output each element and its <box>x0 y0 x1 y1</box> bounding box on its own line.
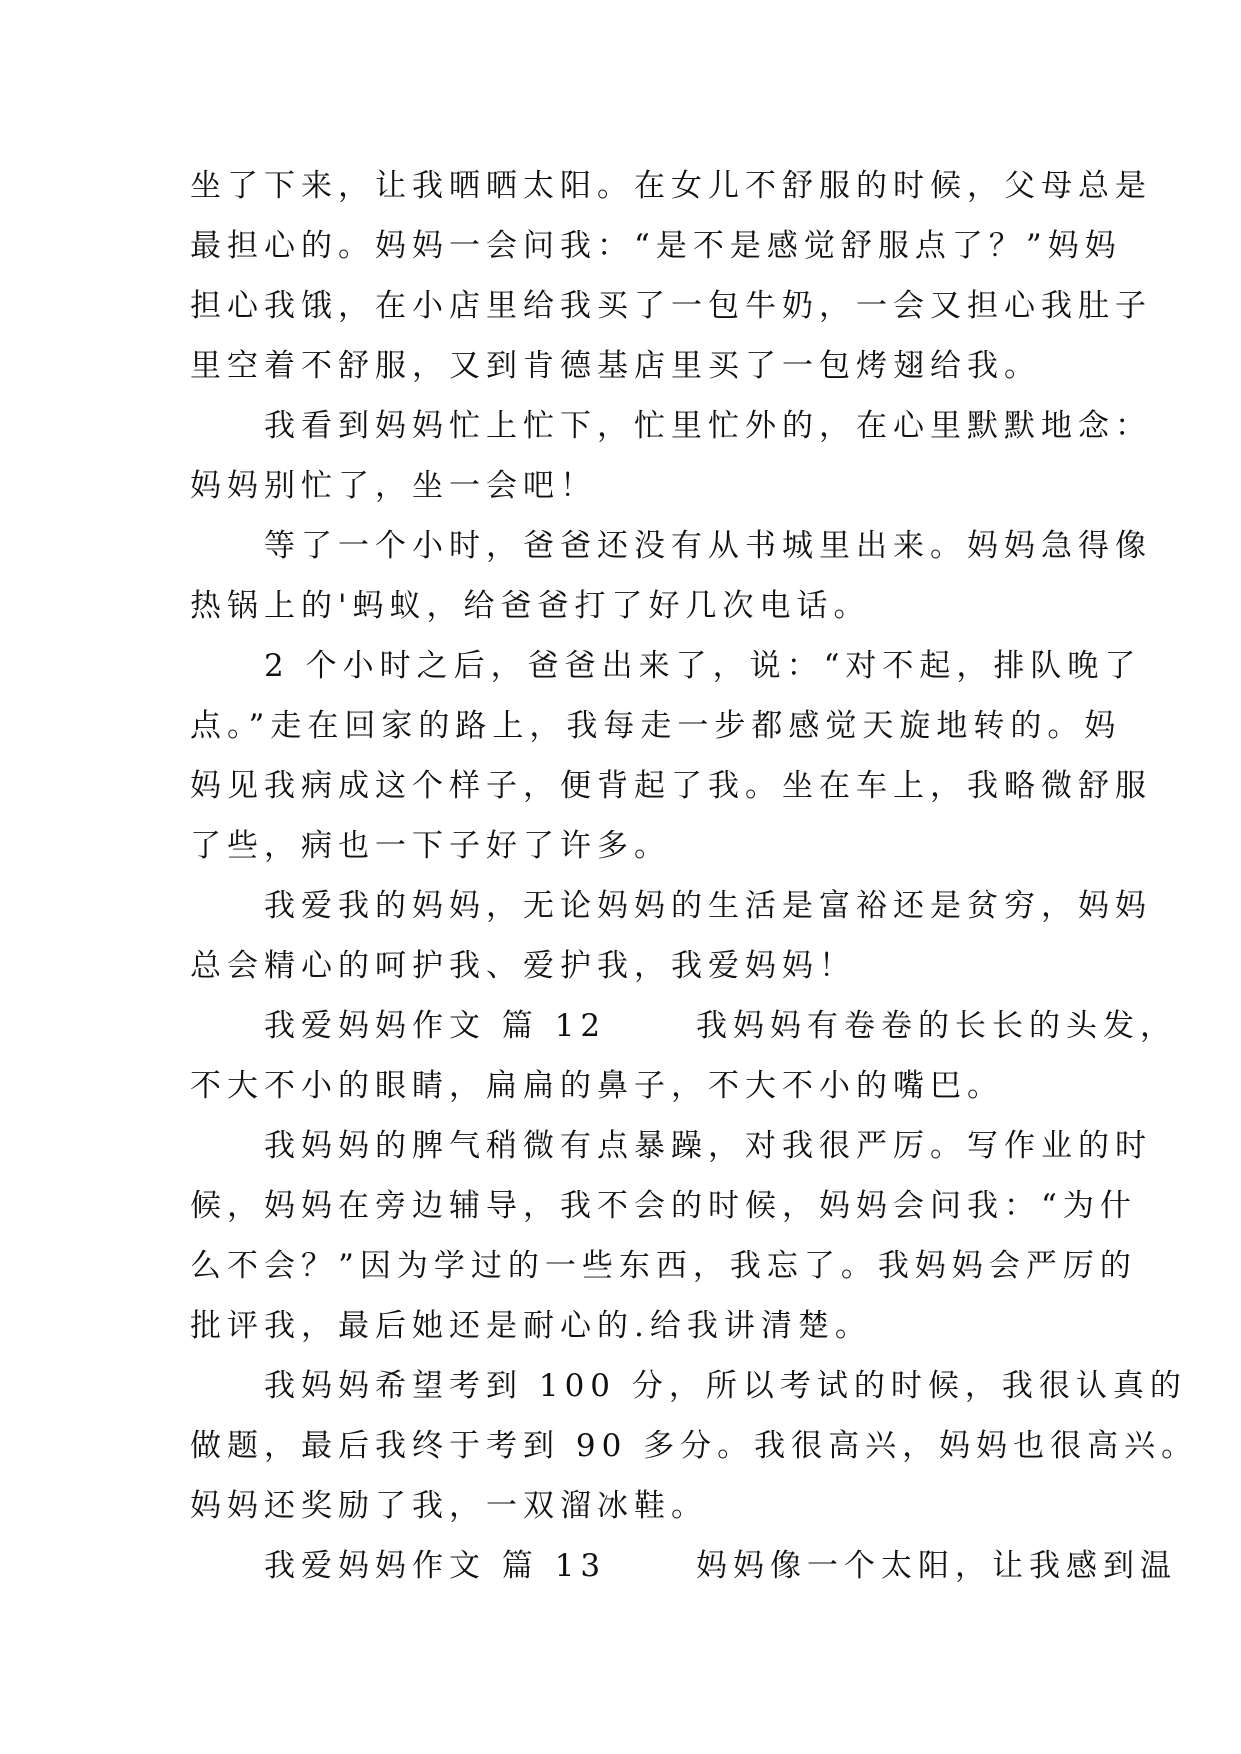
text-line: 妈妈还奖励了我，一双溜冰鞋。 <box>190 1488 708 1524</box>
section-heading-line: 我爱妈妈作文 篇 12 我妈妈有卷卷的长长的头发， <box>190 1008 1178 1044</box>
text-line: 最担心的。妈妈一会问我：“是不是感觉舒服点了？”妈妈 <box>190 228 1122 264</box>
text-line: 担心我饿，在小店里给我买了一包牛奶，一会又担心我肚子 <box>190 288 1152 324</box>
text-line: 候，妈妈在旁边辅导，我不会的时候，妈妈会问我：“为什 <box>190 1188 1137 1224</box>
text-line: 我妈妈的脾气稍微有点暴躁，对我很严厉。写作业的时 <box>190 1128 1152 1164</box>
section-heading-line: 我爱妈妈作文 篇 13 妈妈像一个太阳，让我感到温 <box>190 1548 1178 1584</box>
text-line: 做题，最后我终于考到 90 多分。我很高兴，妈妈也很高兴。 <box>190 1428 1199 1464</box>
text-line: 总会精心的呵护我、爱护我，我爱妈妈！ <box>190 948 856 984</box>
text-line: 等了一个小时，爸爸还没有从书城里出来。妈妈急得像 <box>190 528 1152 564</box>
text-line: 不大不小的眼睛，扁扁的鼻子，不大不小的嘴巴。 <box>190 1068 1004 1104</box>
text-line: 热锅上的'蚂蚁，给爸爸打了好几次电话。 <box>190 588 871 624</box>
text-line: 我妈妈希望考到 100 分，所以考试的时候，我很认真的 <box>190 1368 1187 1404</box>
text-line: 坐了下来，让我晒晒太阳。在女儿不舒服的时候，父母总是 <box>190 168 1152 204</box>
text-line: 么不会？”因为学过的一些东西，我忘了。我妈妈会严厉的 <box>190 1248 1137 1284</box>
text-line: 2 个小时之后，爸爸出来了，说：“对不起，排队晚了 <box>190 648 1142 684</box>
text-line: 我看到妈妈忙上忙下，忙里忙外的，在心里默默地念： <box>190 408 1152 444</box>
text-line: 里空着不舒服，又到肯德基店里买了一包烤翅给我。 <box>190 348 1041 384</box>
text-line: 妈见我病成这个样子，便背起了我。坐在车上，我略微舒服 <box>190 768 1152 804</box>
text-line: 了些，病也一下子好了许多。 <box>190 828 671 864</box>
text-line: 批评我，最后她还是耐心的.给我讲清楚。 <box>190 1308 872 1344</box>
essay-text <box>190 156 1199 1596</box>
text-line: 点。”走在回家的路上，我每走一步都感觉天旋地转的。妈 <box>190 708 1122 744</box>
text-line: 我爱我的妈妈，无论妈妈的生活是富裕还是贫穷，妈妈 <box>190 888 1152 924</box>
text-line: 妈妈别忙了，坐一会吧！ <box>190 468 597 504</box>
